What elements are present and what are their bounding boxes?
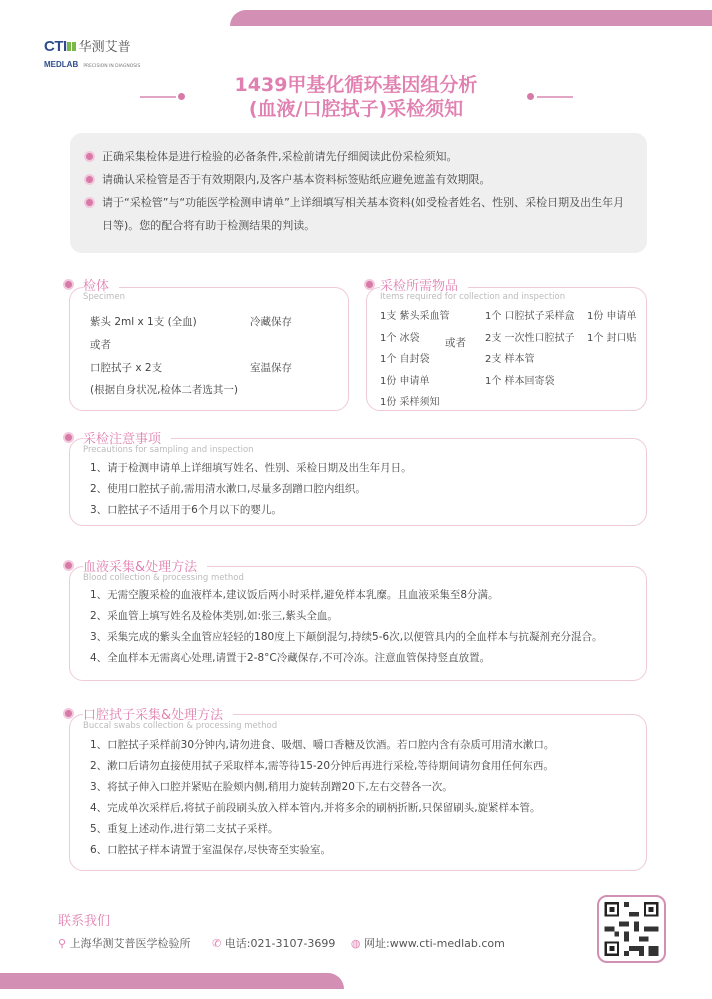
or-text: 或者 [90, 339, 111, 351]
section-title: 检体 [83, 275, 119, 294]
precaution-line: 2、使用口腔拭子前,需用清水漱口,尽量多刮蹭口腔内组织。 [90, 483, 366, 495]
notice-item: 请确认采检管是否于有效期限内,及客户基本资料标签贴纸应避免遮盖有效期限。 [86, 168, 631, 191]
section-subtitle: Buccal swabs collection & processing method [83, 721, 278, 731]
specimen-blood: 紫头 2ml x 1支 (全血) [90, 316, 197, 328]
contact-org: 上海华测艾普医学检验所 [69, 937, 191, 950]
contact-title: 联系我们 [58, 914, 111, 929]
notice-item: 正确采集检体是进行检验的必备条件,采检前请先仔细阅读此份采检须知。 [86, 145, 631, 168]
section-title: 采检所需物品 [380, 275, 468, 294]
item: 1份 申请单 [587, 311, 637, 322]
contact-phone: 电话:021-3107-3699 [224, 937, 336, 950]
buccal-line: 2、漱口后请勿直接使用拭子采取样本,需等待15-20分钟后再进行采检,等待期间请勿食用任何东西。 [90, 760, 554, 772]
qr-code [597, 895, 666, 963]
notice-item: 请于“采检管”与“功能医学检测申请单”上详细填写相关基本资料(如受检者姓名、性别、采检日期及出生年月日等)。您的配合将有助于检测结果的判读。 [86, 191, 631, 237]
item: 1支 紫头采血管 [380, 311, 450, 322]
notice-box [70, 133, 647, 253]
item: 2支 样本管 [485, 354, 535, 365]
blood-line: 2、采血管上填写姓名及检体类别,如:张三,紫头全血。 [90, 610, 338, 622]
item: 1个 自封袋 [380, 354, 430, 365]
section-title: 口腔拭子采集&处理方法 [83, 704, 233, 723]
section-subtitle: Precautions for sampling and inspection [83, 445, 254, 455]
specimen-swab: 口腔拭子 x 2支 [90, 362, 163, 374]
title-decor-dot [178, 93, 185, 100]
bullet-icon [366, 281, 373, 288]
top-decor-bar [230, 10, 712, 26]
blood-line: 4、全血样本无需离心处理,请置于2-8°C冷藏保存,不可冷冻。注意血管保持竖直放置。 [90, 652, 491, 664]
title-line1: 1439甲基化循环基因组分析 [234, 74, 478, 96]
item: 1个 冰袋 [380, 332, 420, 344]
contact-web[interactable]: 网址:www.cti-medlab.com [364, 937, 505, 950]
or-text: 或者 [445, 337, 466, 349]
logo-cn: 华测艾普 [78, 40, 131, 55]
bullet-icon [65, 434, 72, 441]
bullet-icon [65, 562, 72, 569]
logo-sub: MEDLAB [44, 60, 79, 69]
logo-mark-icon [67, 42, 76, 51]
title-decor-left [140, 96, 176, 98]
item: 1个 口腔拭子采样盒 [485, 311, 575, 322]
storage-room: 室温保存 [250, 362, 292, 374]
buccal-line: 3、将拭子伸入口腔并紧贴在脸颊内侧,稍用力旋转刮蹭20下,左右交替各一次。 [90, 781, 453, 793]
item: 1份 申请单 [380, 375, 430, 387]
logo-tagline: PRECISION IN DIAGNOSIS [83, 64, 141, 69]
section-title: 采检注意事项 [83, 428, 171, 447]
logo [44, 36, 140, 71]
bottom-decor-bar [0, 973, 344, 989]
title-decor-right [537, 96, 573, 98]
logo-text: CTI [44, 38, 67, 55]
buccal-line: 4、完成单次采样后,将拭子前段刷头放入样本管内,并将多余的刷柄折断,只保留刷头,旋紧样本管。 [90, 802, 541, 814]
globe-icon: ◍ [350, 937, 361, 950]
section-subtitle: Items required for collection and inspection [380, 292, 566, 302]
precaution-line: 1、请于检测申请单上详细填写姓名、性别、采检日期及出生年月日。 [90, 462, 412, 474]
buccal-line: 1、口腔拭子采样前30分钟内,请勿进食、吸烟、嚼口香糖及饮酒。若口腔内含有杂质可用清水漱口。 [90, 739, 555, 751]
storage-cold: 冷藏保存 [250, 316, 292, 328]
title-decor-dot [527, 93, 534, 100]
blood-line: 1、无需空腹采检的血液样本,建议饭后两小时采样,避免样本乳糜。且血液采集至8分满。 [90, 589, 499, 601]
item: 1个 封口贴 [587, 332, 637, 344]
page-title [0, 73, 712, 121]
section-subtitle: Blood collection & processing method [83, 573, 244, 583]
item: 2支 一次性口腔拭子 [485, 332, 575, 344]
buccal-line: 6、口腔拭子样本请置于室温保存,尽快寄至实验室。 [90, 844, 332, 856]
section-subtitle: Specimen [83, 292, 125, 302]
specimen-note: (根据自身状况,检体二者选其一) [90, 384, 239, 396]
blood-line: 3、采集完成的紫头全血管应轻轻的180度上下颠倒混匀,持续5-6次,以便管具内的全血样本与抗凝剂充分混合。 [90, 631, 603, 643]
bullet-icon [65, 710, 72, 717]
item: 1份 采样须知 [380, 397, 440, 408]
precaution-line: 3、口腔拭子不适用于6个月以下的婴儿。 [90, 504, 282, 516]
item: 1个 样本回寄袋 [485, 375, 555, 387]
phone-icon: ✆ [212, 937, 222, 950]
title-line2: (血液/口腔拭子)采检须知 [248, 98, 464, 120]
buccal-line: 5、重复上述动作,进行第二支拭子采样。 [90, 823, 279, 835]
location-icon: ⚲ [58, 937, 67, 950]
bullet-icon [65, 281, 72, 288]
section-title: 血液采集&处理方法 [83, 556, 207, 575]
